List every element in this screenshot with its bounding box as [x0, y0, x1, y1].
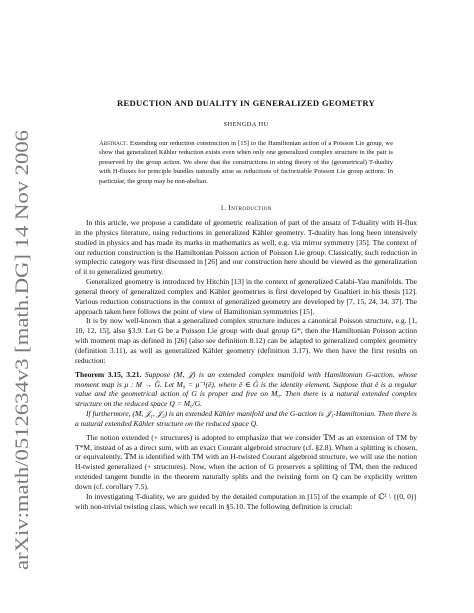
theorem-label: Theorem 3.15, 3.21. [75, 369, 142, 379]
abstract-label: Abstract. [99, 140, 128, 147]
section-number: 1. [220, 204, 227, 213]
theorem-text-continued: If furthermore, (M, 𝒥₁, 𝒥₂) is an extended Kähler manifold and the G-action is 𝒥₁-Hamiltonian. Then there is a natural extended Kähler structure on the reduced space Q. [75, 409, 417, 428]
paper-title: REDUCTION AND DUALITY IN GENERALIZED GEOMETRY [116, 98, 376, 108]
arxiv-margin-stamp [0, 128, 40, 578]
theorem-block [75, 370, 417, 429]
paper-page [75, 98, 417, 512]
intro-paragraph-4: The notion extended (+ structures) is adopted to emphasize that we consider 𝕋M as an extension of TM by T*M, instead of as a direct sum, with an exact Courant algebroid structure (cf. §2.8). When a splitting is chosen, or equivalently, 𝕋M is identified with TM with an H-twisted Courant algebroid structure, we will use the notion H-twisted generalized (+ structures). Now, when the action of G preserves a splitting of 𝕋M, then the reduced extended tangent bundle in the theorem naturally splits and the twisting form on Q can be explicitly written down (cf. corollary 7.5). [75, 432, 417, 491]
intro-paragraph-1: In this article, we propose a candidate of geometric realization of part of the ansatz of T-duality with H-flux in the physics literature, using reductions in generalized Kähler geometry. T-duality has long been intensively studied in physics and has made its marks in mathematics as well, e.g. via mirror symmetry [35]. The context of our reduction construction is the Hamiltonian Poisson action of Poisson Lie group. Classically, such reduction in symplectic category was first discussed in [26] and our construction here should be viewed as the generalization of it to generalized geometry. [75, 218, 417, 277]
intro-paragraph-3: It is by now well-known that a generalized complex structure induces a canonical Poisson structure, e.g. [1, 10, 12, 15], also §3.9. Let G be a Poisson Lie group with dual group G*, then the Hamiltonian Poisson action with moment map as defined in [26] (also see definition 8.12) can be adapted to generalized complex geometry (definition 3.11), as well as generalized Kähler geometry (definition 3.17). We then have the first results on reduction: [75, 316, 417, 365]
abstract [99, 139, 393, 186]
arxiv-identifier: arXiv:math/0512634v3 [math.DG] 14 Nov 2006 [13, 210, 33, 570]
author-name: SHENGDA HU [223, 121, 269, 128]
theorem-text: Suppose (M, 𝒥) is an extended complex manifold with Hamiltonian G-action, whose moment map is μ : M → Ĝ. Let M₀ = μ⁻¹(ê), where ê ∈ Ĝ is the identity element. Suppose that ê is a regular value and the geometrical action of G is proper and free on M₀. Then there is a natural extended complex structure on the reduced space Q = M₀/G. [75, 369, 417, 409]
intro-paragraph-2: Generalized geometry is introduced by Hitchin [13] in the context of generalized Calabi-Yau manifolds. The general theory of generalized complex and Kähler geometries is first developed by Gualtieri in his thesis [12]. Various reduction constructions in the context of generalized geometry are developed by [7, 15, 24, 34, 37]. The approach taken here follows the point of view of Hamiltonian symmetries [15]. [75, 277, 417, 316]
theorem-statement [75, 370, 417, 409]
section-title: Introduction [228, 204, 272, 213]
abstract-text: Extending our reduction construction in [15] to the Hamiltonian action of a Poisson Lie group, we show that generalized Kähler reduction exists even when only one generalized complex structure in the pair is preserved by the group action. We show that the constructions in string theory of the (geometrical) T-duality with H-fluxes for principle bundles naturally arise as reductions of factorizable Poisson Lie group actions. In particular, the group may be non-abelian. [99, 140, 393, 185]
section-heading [75, 204, 417, 212]
intro-paragraph-5: In investigating T-duality, we are guided by the detailed computation in [15] of the example of ℂ² \ {(0, 0)} with non-trivial twisting class, which we recall in §5.10. The following definition is crucial: [75, 491, 417, 511]
